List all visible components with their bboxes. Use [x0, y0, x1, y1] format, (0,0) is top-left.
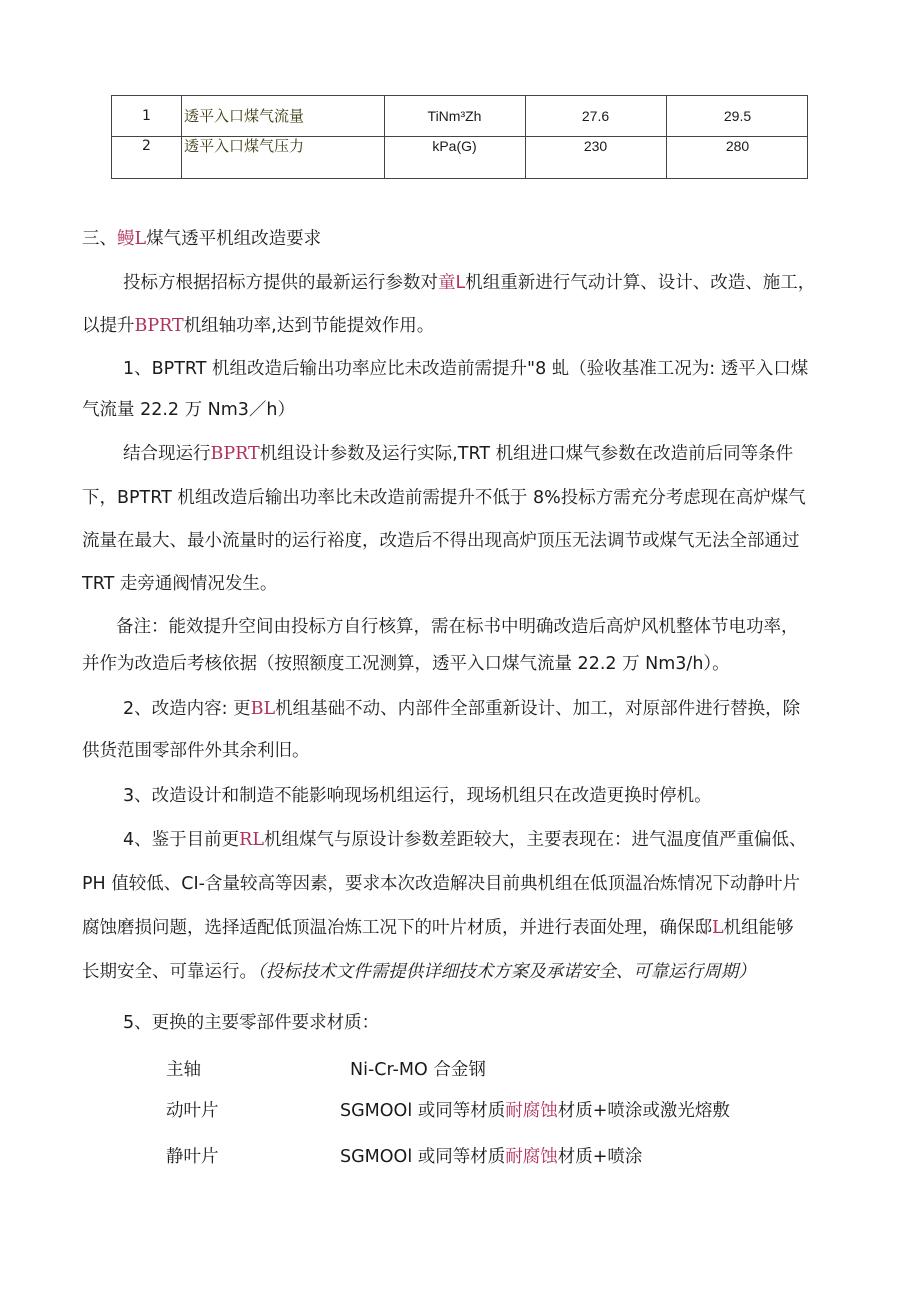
- parameter-name: 透平入口煤气流量: [184, 107, 305, 125]
- item4-line-1: [123, 828, 806, 852]
- row-number: 1: [142, 108, 151, 124]
- parameter-unit: TiNm³Zh: [427, 108, 482, 124]
- parameter-value-1: 230: [583, 138, 608, 154]
- combine-line-3: 流量在最大、最小流量时的运行裕度，改造后不得出现高炉顶压无法调节或煤气无法全部通过: [82, 531, 800, 551]
- intro-line-2: [82, 314, 434, 338]
- note-line-1: 备注：能效提升空间由投标方自行核算，需在标书中明确改造后高炉风机整体节电功率，: [116, 617, 799, 637]
- item3-line-1: 3、改造设计和制造不能影响现场机组运行，现场机组只在改造更换时停机。: [123, 786, 712, 806]
- parameter-unit: kPa(G): [432, 138, 477, 154]
- item2-line-1: [123, 697, 800, 721]
- highlight-text: BPRT: [210, 444, 260, 464]
- parameter-table: [111, 95, 808, 179]
- item4-line-2: PH 值较低、CI-含量较高等因素，要求本次改造解决目前典机组在低顶温冶炼情况下动静叶片: [82, 874, 800, 894]
- item5-line-1: 5、更换的主要零部件要求材质：: [123, 1013, 380, 1033]
- table-row: [112, 132, 807, 161]
- intro-line-1: [123, 271, 815, 295]
- item4-line-4: [82, 960, 756, 984]
- highlight-text: BL: [250, 699, 276, 719]
- text: 机组重新进行气动计算、设计、改造、施工，: [465, 273, 816, 293]
- text: SGMOOl 或同等材质: [340, 1147, 506, 1167]
- highlight-text: 童L: [438, 273, 466, 293]
- text: 以提升: [82, 316, 135, 336]
- item1-line-2: 气流量 22.2 万 Nm3／h）: [82, 400, 296, 420]
- section-number: 三、: [82, 229, 117, 249]
- text: 机组煤气与原设计参数差距较大，主要表现在：进气温度值严重偏低、: [263, 830, 807, 850]
- text: 机组基础不动、内部件全部重新设计、加工，对原部件进行替换，除: [275, 699, 801, 719]
- text: 材质+喷涂: [557, 1147, 643, 1167]
- text: 机组设计参数及运行实际,TRT 机组进口煤气参数在改造前后同等条件: [259, 444, 794, 464]
- row-number: 2: [142, 138, 151, 154]
- part-material: [340, 1145, 642, 1169]
- highlight-text: 耐腐蚀: [505, 1101, 558, 1121]
- item1-line-1: 1、BPTRT 机组改造后输出功率应比未改造前需提升"8 虬（验收基准工况为: 透平入口煤: [123, 359, 809, 379]
- part-material: [350, 1058, 486, 1082]
- parameter-value-2: 280: [725, 138, 750, 154]
- highlight-text: L: [712, 918, 724, 938]
- text: 4、鉴于目前更: [123, 830, 240, 850]
- item2-line-2: 供货范围零部件外其余利旧。: [82, 741, 310, 761]
- parameter-value-2: 29.5: [723, 108, 752, 124]
- text: 腐蚀磨损问题，选择适配低顶温冶炼工况下的叶片材质，并进行表面处理，确保邸: [82, 918, 712, 938]
- combine-line-1: [123, 442, 793, 466]
- parameter-value-1: 27.6: [581, 108, 610, 124]
- note-line-2: 并作为改造后考核依据（按照额度工况测算，透平入口煤气流量 22.2 万 Nm3/h）。: [82, 654, 730, 674]
- part-material: [340, 1099, 730, 1123]
- section-title-highlight: 鳗L: [117, 229, 147, 249]
- highlight-text: RL: [239, 830, 264, 850]
- highlight-text: 耐腐蚀: [505, 1147, 558, 1167]
- text: 机组轴功率,达到节能提效作用。: [183, 316, 435, 336]
- table-row: [112, 102, 807, 131]
- text: Ni-Cr-MO 合金钢: [350, 1060, 486, 1080]
- text: 2、改造内容: 更: [123, 699, 251, 719]
- section-title-text: 煤气透平机组改造要求: [146, 229, 322, 249]
- item4-line-3: [82, 916, 794, 940]
- highlight-text: BPRT: [134, 316, 184, 336]
- parameter-name: 透平入口煤气压力: [184, 137, 305, 155]
- text: SGMOOl 或同等材质: [340, 1101, 506, 1121]
- combine-line-2: 下，BPTRT 机组改造后输出功率比未改造前需提升不低于 8%投标方需充分考虑现在高炉煤气: [82, 488, 806, 508]
- part-name: 动叶片: [166, 1101, 219, 1121]
- text: 投标方根据招标方提供的最新运行参数对: [123, 273, 438, 293]
- italic-note: （投标技术文件需提供详细技术方案及承诺安全、可靠运行周期）: [257, 962, 756, 982]
- text: 长期安全、可靠运行。: [82, 962, 257, 982]
- section-title: [82, 227, 321, 251]
- part-name: 主轴: [166, 1060, 201, 1080]
- text: 结合现运行: [123, 444, 211, 464]
- text: 材质+喷涂或激光熔敷: [557, 1101, 730, 1121]
- text: 机组能够: [723, 918, 794, 938]
- combine-line-4: TRT 走旁通阀情况发生。: [82, 574, 278, 594]
- part-name: 静叶片: [166, 1147, 219, 1167]
